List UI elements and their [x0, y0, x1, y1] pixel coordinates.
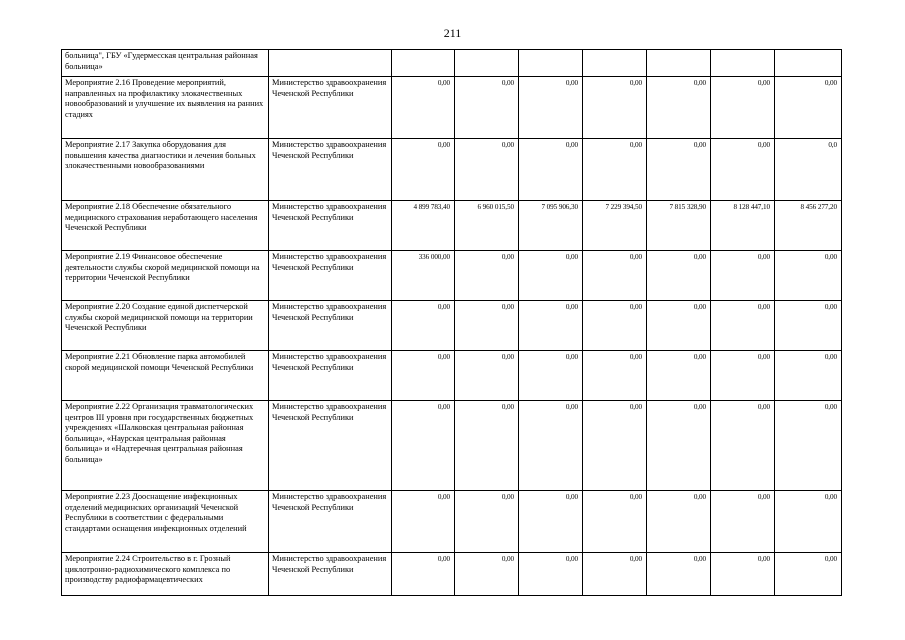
amount-cell: 336 000,00 [392, 251, 455, 301]
amount-cell: 0,00 [647, 77, 711, 139]
amount-cell: 0,00 [775, 553, 842, 596]
amount-cell: 0,00 [392, 139, 455, 201]
amount-cell: 0,00 [583, 401, 647, 491]
amount-cell: 0,00 [711, 139, 775, 201]
amount-cell: 0,00 [519, 251, 583, 301]
amount-cell [647, 50, 711, 77]
responsible-cell: Министерство здравоохранения Чеченской Республики [269, 351, 392, 401]
activity-name-cell: Мероприятие 2.24 Строительство в г. Грозный циклотронно-радиохимического комплекса по производству радиофармацевтических [62, 553, 269, 596]
amount-cell: 0,00 [583, 301, 647, 351]
amount-cell: 0,00 [392, 401, 455, 491]
budget-table [61, 49, 842, 596]
responsible-cell: Министерство здравоохранения Чеченской Республики [269, 301, 392, 351]
amount-cell: 0,00 [519, 401, 583, 491]
amount-cell: 0,00 [519, 301, 583, 351]
amount-cell: 0,00 [519, 491, 583, 553]
activity-name-cell: Мероприятие 2.23 Дооснащение инфекционных отделений медицинских организаций Чеченской Республики в соответствии с федеральными стандартами оснащения инфекционных отделений [62, 491, 269, 553]
amount-cell: 0,0 [775, 139, 842, 201]
amount-cell: 0,00 [775, 351, 842, 401]
amount-cell: 0,00 [711, 553, 775, 596]
table-row [62, 553, 842, 596]
responsible-cell [269, 50, 392, 77]
table-row [62, 50, 842, 77]
table-row [62, 301, 842, 351]
amount-cell: 0,00 [647, 301, 711, 351]
activity-name-cell: Мероприятие 2.18 Обеспечение обязательного медицинского страхования неработающего населения Чеченской Республики [62, 201, 269, 251]
table-row [62, 77, 842, 139]
amount-cell: 0,00 [775, 77, 842, 139]
table-row [62, 139, 842, 201]
table-row [62, 251, 842, 301]
amount-cell: 8 456 277,20 [775, 201, 842, 251]
amount-cell: 0,00 [455, 491, 519, 553]
amount-cell [519, 50, 583, 77]
amount-cell: 0,00 [711, 77, 775, 139]
amount-cell: 0,00 [583, 553, 647, 596]
amount-cell: 0,00 [455, 77, 519, 139]
responsible-cell: Министерство здравоохранения Чеченской Республики [269, 401, 392, 491]
amount-cell: 0,00 [392, 351, 455, 401]
amount-cell: 0,00 [583, 77, 647, 139]
responsible-cell: Министерство здравоохранения Чеченской Республики [269, 77, 392, 139]
amount-cell: 0,00 [519, 77, 583, 139]
table-row [62, 201, 842, 251]
amount-cell: 0,00 [647, 401, 711, 491]
amount-cell: 0,00 [519, 139, 583, 201]
amount-cell: 0,00 [455, 401, 519, 491]
amount-cell: 0,00 [775, 401, 842, 491]
table-row [62, 351, 842, 401]
amount-cell: 6 960 015,50 [455, 201, 519, 251]
table-body [62, 50, 842, 596]
responsible-cell: Министерство здравоохранения Чеченской Республики [269, 251, 392, 301]
amount-cell: 0,00 [455, 139, 519, 201]
amount-cell: 8 128 447,10 [711, 201, 775, 251]
amount-cell: 0,00 [392, 553, 455, 596]
amount-cell: 0,00 [392, 301, 455, 351]
amount-cell: 0,00 [775, 491, 842, 553]
amount-cell: 0,00 [647, 553, 711, 596]
responsible-cell: Министерство здравоохранения Чеченской Республики [269, 201, 392, 251]
amount-cell: 0,00 [392, 77, 455, 139]
activity-name-cell: больница", ГБУ «Гудермесская центральная районная больница» [62, 50, 269, 77]
amount-cell [583, 50, 647, 77]
amount-cell: 0,00 [583, 251, 647, 301]
amount-cell: 0,00 [647, 139, 711, 201]
responsible-cell: Министерство здравоохранения Чеченской Республики [269, 553, 392, 596]
amount-cell: 0,00 [711, 251, 775, 301]
amount-cell: 0,00 [583, 139, 647, 201]
amount-cell: 4 899 783,40 [392, 201, 455, 251]
amount-cell: 0,00 [455, 351, 519, 401]
amount-cell: 0,00 [711, 491, 775, 553]
amount-cell: 0,00 [455, 251, 519, 301]
amount-cell: 0,00 [711, 351, 775, 401]
amount-cell: 0,00 [775, 251, 842, 301]
table-row [62, 491, 842, 553]
amount-cell [711, 50, 775, 77]
amount-cell: 0,00 [647, 351, 711, 401]
amount-cell: 0,00 [455, 553, 519, 596]
table-row [62, 401, 842, 491]
amount-cell: 0,00 [583, 351, 647, 401]
amount-cell [392, 50, 455, 77]
page-number: 211 [443, 26, 462, 40]
amount-cell: 0,00 [519, 351, 583, 401]
activity-name-cell: Мероприятие 2.17 Закупка оборудования для повышения качества диагностики и лечения больных злокачественными новообразованиями [62, 139, 269, 201]
amount-cell: 0,00 [647, 491, 711, 553]
amount-cell: 0,00 [392, 491, 455, 553]
activity-name-cell: Мероприятие 2.16 Проведение мероприятий, направленных на профилактику злокачественных новообразований и улучшение их выявления на ранних стадиях [62, 77, 269, 139]
amount-cell: 0,00 [647, 251, 711, 301]
amount-cell: 7 095 906,30 [519, 201, 583, 251]
activity-name-cell: Мероприятие 2.22 Организация травматологических центров III уровня при государственных бюджетных учреждениях «Шалковская центральная районная больница», «Наурская центральная районная больница» и «Надтеречная центральная районная больница» [62, 401, 269, 491]
amount-cell: 0,00 [775, 301, 842, 351]
amount-cell: 0,00 [519, 553, 583, 596]
activity-name-cell: Мероприятие 2.20 Создание единой диспетчерской службы скорой медицинской помощи на территории Чеченской Республики [62, 301, 269, 351]
activity-name-cell: Мероприятие 2.19 Финансовое обеспечение деятельности службы скорой медицинской помощи на территории Чеченской Республики [62, 251, 269, 301]
activity-name-cell: Мероприятие 2.21 Обновление парка автомобилей скорой медицинской помощи Чеченской Республики [62, 351, 269, 401]
responsible-cell: Министерство здравоохранения Чеченской Республики [269, 139, 392, 201]
amount-cell: 0,00 [583, 491, 647, 553]
amount-cell: 0,00 [711, 401, 775, 491]
amount-cell [455, 50, 519, 77]
amount-cell: 7 229 394,50 [583, 201, 647, 251]
amount-cell: 0,00 [455, 301, 519, 351]
amount-cell [775, 50, 842, 77]
amount-cell: 7 815 328,90 [647, 201, 711, 251]
responsible-cell: Министерство здравоохранения Чеченской Республики [269, 491, 392, 553]
amount-cell: 0,00 [711, 301, 775, 351]
